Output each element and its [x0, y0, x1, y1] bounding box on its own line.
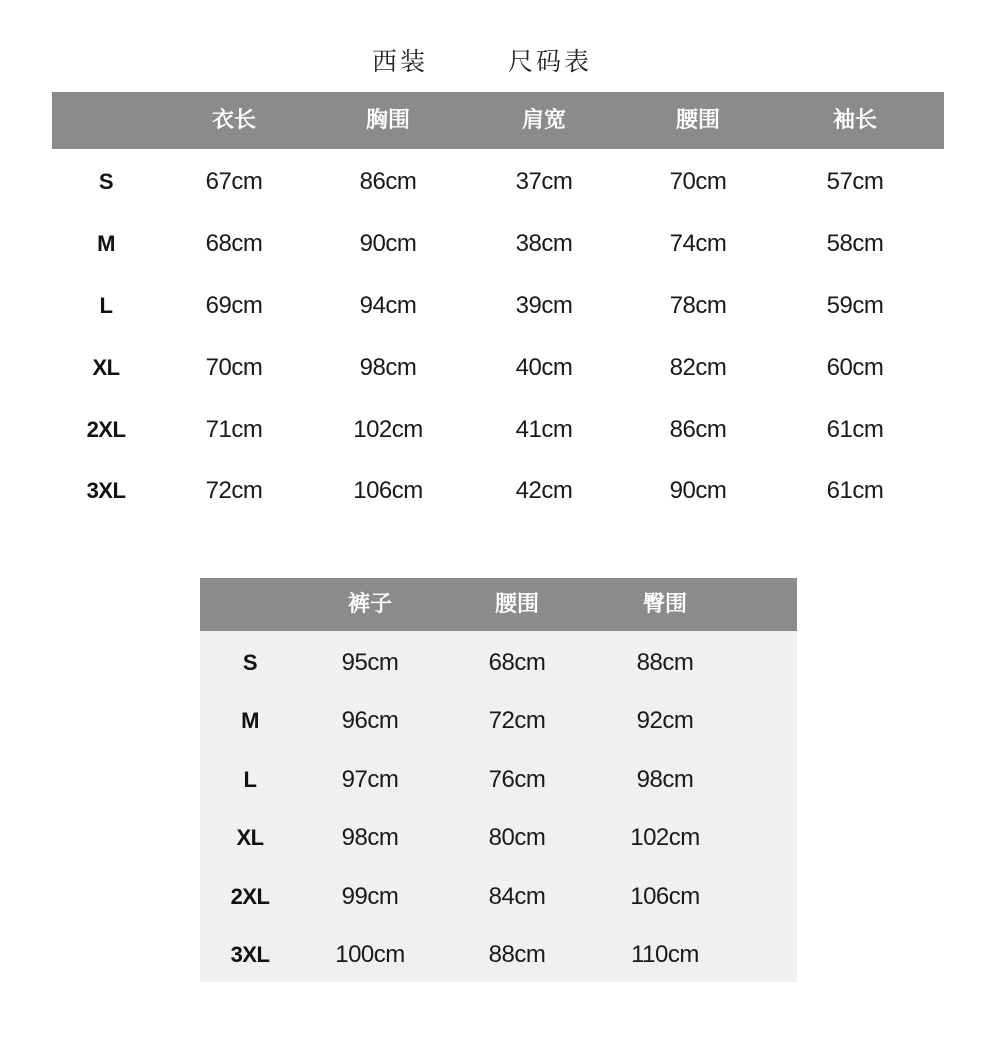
suit-table-header [52, 92, 944, 149]
table-cell: 68cm [488, 649, 546, 676]
size-label: L [243, 767, 257, 792]
table-cell: 70cm [205, 354, 263, 381]
table-cell: 86cm [359, 168, 417, 195]
table-cell: 39cm [515, 292, 573, 319]
table-cell: 88cm [488, 941, 546, 968]
header-waist: 腰围 [675, 108, 720, 133]
size-label: L [99, 293, 113, 318]
table-cell: 90cm [359, 230, 417, 257]
header-hip: 臀围 [642, 592, 687, 617]
table-cell: 74cm [669, 230, 727, 257]
table-row [52, 275, 944, 337]
pants-size-table [200, 578, 797, 982]
title-size-chart: 尺码表 [508, 47, 593, 76]
table-row [200, 867, 797, 926]
table-cell: 37cm [515, 168, 573, 195]
table-cell: 86cm [669, 416, 727, 443]
table-cell: 106cm [630, 883, 700, 910]
table-row [200, 750, 797, 809]
table-cell: 82cm [669, 354, 727, 381]
size-label: XL [92, 355, 120, 380]
table-cell: 41cm [515, 416, 573, 443]
table-cell: 58cm [826, 230, 884, 257]
table-cell: 102cm [630, 824, 700, 851]
table-row [52, 460, 944, 522]
table-cell: 98cm [636, 766, 694, 793]
header-waist: 腰围 [494, 592, 539, 617]
table-cell: 60cm [826, 354, 884, 381]
suit-size-table [52, 92, 944, 522]
title-garment: 西装 [372, 47, 429, 76]
table-cell: 100cm [335, 941, 405, 968]
size-label: S [242, 650, 258, 675]
table-cell: 80cm [488, 824, 546, 851]
table-cell: 90cm [669, 477, 727, 504]
table-cell: 92cm [636, 707, 694, 734]
table-row [200, 691, 797, 750]
table-row [52, 399, 944, 461]
table-cell: 97cm [341, 766, 399, 793]
size-label: M [241, 708, 259, 733]
table-cell: 72cm [205, 477, 263, 504]
table-row [52, 213, 944, 275]
table-cell: 67cm [205, 168, 263, 195]
header-chest: 胸围 [365, 108, 410, 133]
table-cell: 98cm [359, 354, 417, 381]
table-cell: 61cm [826, 416, 884, 443]
table-row [52, 151, 944, 213]
table-cell: 106cm [353, 477, 423, 504]
size-label: XL [236, 825, 264, 850]
table-cell: 84cm [488, 883, 546, 910]
size-label: 3XL [86, 478, 126, 503]
table-cell: 98cm [341, 824, 399, 851]
header-sleeve: 袖长 [832, 108, 877, 133]
size-label: 3XL [230, 942, 270, 967]
table-cell: 42cm [515, 477, 573, 504]
pants-table-header [200, 578, 797, 631]
table-cell: 102cm [353, 416, 423, 443]
size-label: M [97, 231, 115, 256]
table-cell: 71cm [205, 416, 263, 443]
table-cell: 99cm [341, 883, 399, 910]
table-row [52, 337, 944, 399]
table-cell: 69cm [205, 292, 263, 319]
table-cell: 96cm [341, 707, 399, 734]
size-label: 2XL [86, 417, 126, 442]
header-pants-length: 裤子 [347, 592, 392, 617]
table-cell: 76cm [488, 766, 546, 793]
table-row [200, 808, 797, 867]
table-cell: 38cm [515, 230, 573, 257]
table-cell: 57cm [826, 168, 884, 195]
table-cell: 70cm [669, 168, 727, 195]
size-label: 2XL [230, 884, 270, 909]
header-shoulder: 肩宽 [521, 108, 566, 133]
table-cell: 61cm [826, 477, 884, 504]
table-row [200, 925, 797, 984]
size-label: S [98, 169, 114, 194]
table-cell: 88cm [636, 649, 694, 676]
table-cell: 40cm [515, 354, 573, 381]
header-length: 衣长 [211, 108, 256, 133]
table-cell: 59cm [826, 292, 884, 319]
table-cell: 95cm [341, 649, 399, 676]
table-cell: 94cm [359, 292, 417, 319]
page-title [0, 42, 990, 82]
table-row [200, 633, 797, 692]
table-cell: 68cm [205, 230, 263, 257]
table-cell: 110cm [631, 941, 699, 968]
table-cell: 72cm [488, 707, 546, 734]
table-cell: 78cm [669, 292, 727, 319]
